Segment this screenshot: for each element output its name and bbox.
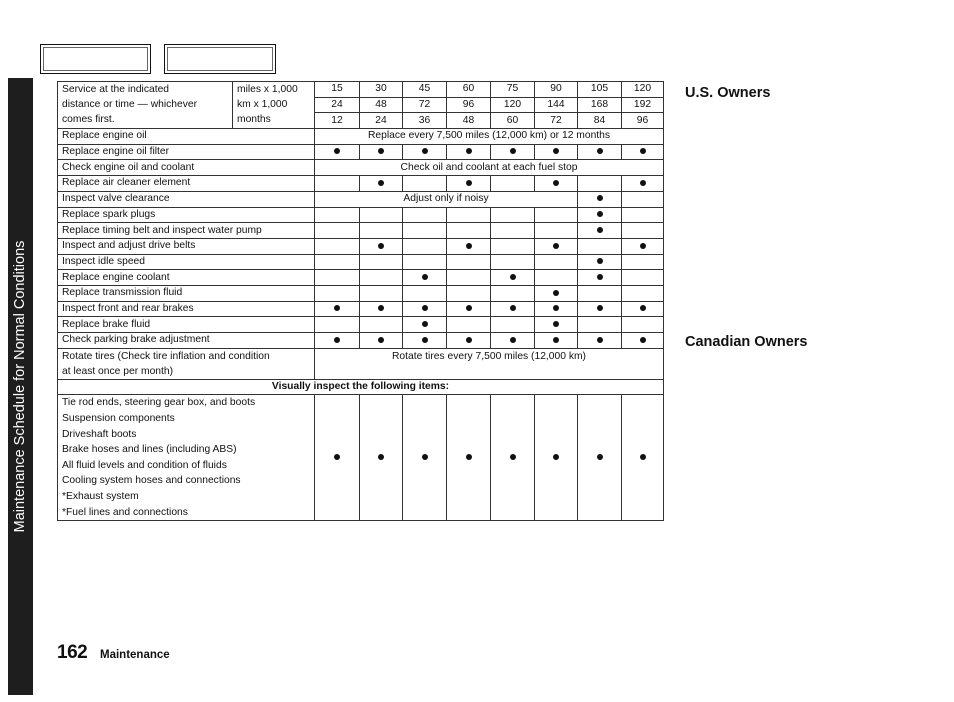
- interval-cell: [535, 317, 578, 333]
- rotate-tires-text: Rotate tires (Check tire inflation and condition: [62, 350, 270, 362]
- interval-cell: [360, 254, 403, 270]
- header-interval: 144: [535, 97, 578, 113]
- service-item: Check parking brake adjustment: [58, 333, 315, 349]
- visual-inspection-item: Brake hoses and lines (including ABS): [62, 444, 237, 456]
- service-dot: [378, 337, 384, 343]
- interval-cell: [447, 223, 491, 239]
- interval-cell: [491, 285, 535, 301]
- service-dot: [553, 305, 559, 311]
- header-interval: 60: [491, 113, 535, 129]
- visual-inspection-item: *Exhaust system: [62, 490, 139, 502]
- table-row: [58, 317, 664, 333]
- service-item: Replace transmission fluid: [58, 285, 315, 301]
- interval-cell: [622, 395, 664, 521]
- interval-cell: [622, 176, 664, 192]
- header-interval: 60: [447, 82, 491, 98]
- service-dot: [378, 148, 384, 154]
- service-dot: [334, 454, 340, 460]
- service-dot: [466, 148, 472, 154]
- page-section-title: Maintenance: [100, 649, 170, 661]
- service-dot: [597, 258, 603, 264]
- table-row: [58, 348, 664, 379]
- service-dot: [422, 274, 428, 280]
- interval-cell: [578, 270, 622, 286]
- interval-cell: [491, 254, 535, 270]
- table-row: [58, 379, 664, 395]
- header-interval: 84: [578, 113, 622, 129]
- interval-cell: [447, 333, 491, 349]
- interval-cell: [447, 238, 491, 254]
- service-dot: [640, 337, 646, 343]
- interval-cell: [535, 254, 578, 270]
- interval-cell: [360, 270, 403, 286]
- interval-cell: [578, 301, 622, 317]
- index-tab-box-left: [40, 44, 151, 74]
- interval-cell: [403, 317, 447, 333]
- interval-cell: [315, 301, 360, 317]
- service-dot: [422, 337, 428, 343]
- interval-cell: [578, 191, 622, 207]
- interval-cell: [491, 207, 535, 223]
- header-interval: 168: [578, 97, 622, 113]
- header-label: distance or time — whichever: [58, 97, 233, 113]
- service-note: Adjust only if noisy: [315, 191, 578, 207]
- service-dot: [640, 454, 646, 460]
- service-dot: [597, 227, 603, 233]
- header-interval: 105: [578, 82, 622, 98]
- service-item: Replace engine oil filter: [58, 144, 315, 160]
- interval-cell: [403, 207, 447, 223]
- table-row: [58, 207, 664, 223]
- header-interval: 120: [622, 82, 664, 98]
- us-owners-label: U.S. Owners: [685, 85, 771, 101]
- service-dot: [640, 305, 646, 311]
- interval-cell: [535, 395, 578, 521]
- sidebar-tab: [8, 78, 33, 695]
- header-interval: 72: [403, 97, 447, 113]
- service-dot: [597, 337, 603, 343]
- visual-inspection-heading: Visually inspect the following items:: [58, 379, 664, 395]
- service-dot: [510, 148, 516, 154]
- interval-cell: [491, 333, 535, 349]
- header-unit: km x 1,000: [233, 97, 315, 113]
- service-dot: [422, 454, 428, 460]
- header-interval: 45: [403, 82, 447, 98]
- interval-cell: [447, 285, 491, 301]
- visual-inspection-item: All fluid levels and condition of fluids: [62, 459, 227, 471]
- interval-cell: [491, 317, 535, 333]
- header-interval: 24: [315, 97, 360, 113]
- interval-cell: [622, 301, 664, 317]
- service-dot: [553, 148, 559, 154]
- page-number: 162: [57, 642, 88, 663]
- service-dot: [553, 337, 559, 343]
- header-interval: 24: [360, 113, 403, 129]
- table-header-row: [58, 82, 664, 98]
- interval-cell: [360, 395, 403, 521]
- service-item: Check engine oil and coolant: [58, 160, 315, 176]
- service-dot: [422, 148, 428, 154]
- service-dot: [640, 148, 646, 154]
- service-item: Inspect front and rear brakes: [58, 301, 315, 317]
- interval-cell: [578, 317, 622, 333]
- interval-cell: [360, 285, 403, 301]
- table-row: [58, 238, 664, 254]
- interval-cell: [315, 176, 360, 192]
- service-dot: [640, 180, 646, 186]
- service-dot: [597, 195, 603, 201]
- header-interval: 90: [535, 82, 578, 98]
- service-dot: [553, 243, 559, 249]
- service-item: Replace spark plugs: [58, 207, 315, 223]
- interval-cell: [578, 333, 622, 349]
- maintenance-schedule-table: [57, 81, 664, 521]
- service-dot: [466, 337, 472, 343]
- service-dot: [510, 305, 516, 311]
- table-row: [58, 395, 664, 521]
- table-row: [58, 129, 664, 145]
- interval-cell: [403, 285, 447, 301]
- service-dot: [334, 148, 340, 154]
- interval-cell: [403, 176, 447, 192]
- service-dot: [466, 243, 472, 249]
- interval-cell: [535, 301, 578, 317]
- table-header-row: [58, 97, 664, 113]
- table-row: [58, 160, 664, 176]
- interval-cell: [403, 223, 447, 239]
- interval-cell: [578, 144, 622, 160]
- table-row: [58, 223, 664, 239]
- interval-cell: [315, 238, 360, 254]
- service-item: Replace air cleaner element: [58, 176, 315, 192]
- table-row: [58, 144, 664, 160]
- table-row: [58, 285, 664, 301]
- service-dot: [334, 337, 340, 343]
- index-tab-box-right: [164, 44, 276, 74]
- interval-cell: [578, 207, 622, 223]
- interval-cell: [491, 144, 535, 160]
- service-dot: [510, 274, 516, 280]
- interval-cell: [622, 207, 664, 223]
- service-dot: [378, 180, 384, 186]
- table-row: [58, 191, 664, 207]
- header-unit: months: [233, 113, 315, 129]
- header-interval: 48: [447, 113, 491, 129]
- service-dot: [334, 305, 340, 311]
- interval-cell: [491, 223, 535, 239]
- interval-cell: [491, 238, 535, 254]
- header-interval: 30: [360, 82, 403, 98]
- service-item: Inspect and adjust drive belts: [58, 238, 315, 254]
- service-dot: [466, 305, 472, 311]
- service-dot: [553, 321, 559, 327]
- visual-inspection-item: Tie rod ends, steering gear box, and boots: [62, 397, 256, 409]
- interval-cell: [622, 333, 664, 349]
- interval-cell: [491, 395, 535, 521]
- interval-cell: [360, 144, 403, 160]
- interval-cell: [578, 395, 622, 521]
- interval-cell: [491, 270, 535, 286]
- interval-cell: [315, 395, 360, 521]
- table-row: [58, 254, 664, 270]
- rotate-tires-note: Rotate tires every 7,500 miles (12,000 km): [315, 348, 664, 379]
- interval-cell: [403, 238, 447, 254]
- interval-cell: [315, 144, 360, 160]
- header-interval: 12: [315, 113, 360, 129]
- rotate-tires-text: at least once per month): [62, 365, 174, 377]
- service-item: Inspect idle speed: [58, 254, 315, 270]
- service-dot: [553, 180, 559, 186]
- interval-cell: [447, 301, 491, 317]
- interval-cell: [447, 317, 491, 333]
- interval-cell: [622, 238, 664, 254]
- interval-cell: [535, 207, 578, 223]
- interval-cell: [315, 333, 360, 349]
- service-note: Check oil and coolant at each fuel stop: [315, 160, 664, 176]
- interval-cell: [535, 285, 578, 301]
- interval-cell: [535, 223, 578, 239]
- visual-inspection-items: [58, 395, 315, 521]
- interval-cell: [578, 176, 622, 192]
- header-label: comes first.: [58, 113, 233, 129]
- header-label: Service at the indicated: [58, 82, 233, 98]
- header-interval: 36: [403, 113, 447, 129]
- interval-cell: [578, 254, 622, 270]
- service-dot: [466, 180, 472, 186]
- interval-cell: [447, 176, 491, 192]
- service-item-rotate-tires: [58, 348, 315, 379]
- interval-cell: [403, 270, 447, 286]
- service-item: Replace engine oil: [58, 129, 315, 145]
- interval-cell: [447, 270, 491, 286]
- service-dot: [553, 290, 559, 296]
- interval-cell: [535, 176, 578, 192]
- interval-cell: [491, 176, 535, 192]
- interval-cell: [315, 285, 360, 301]
- service-dot: [597, 454, 603, 460]
- interval-cell: [622, 270, 664, 286]
- interval-cell: [622, 191, 664, 207]
- visual-inspection-item: Suspension components: [62, 412, 175, 424]
- service-dot: [510, 337, 516, 343]
- service-item: Inspect valve clearance: [58, 191, 315, 207]
- interval-cell: [447, 144, 491, 160]
- sidebar-title: Maintenance Schedule for Normal Conditions: [12, 240, 28, 533]
- service-dot: [422, 321, 428, 327]
- service-dot: [597, 148, 603, 154]
- service-dot: [378, 243, 384, 249]
- service-dot: [640, 243, 646, 249]
- table-row: [58, 301, 664, 317]
- visual-inspection-item: *Fuel lines and connections: [62, 506, 188, 518]
- interval-cell: [403, 301, 447, 317]
- interval-cell: [360, 317, 403, 333]
- interval-cell: [403, 333, 447, 349]
- interval-cell: [578, 238, 622, 254]
- interval-cell: [535, 333, 578, 349]
- interval-cell: [622, 254, 664, 270]
- interval-cell: [491, 301, 535, 317]
- header-interval: 96: [622, 113, 664, 129]
- header-interval: 192: [622, 97, 664, 113]
- interval-cell: [403, 395, 447, 521]
- service-dot: [597, 211, 603, 217]
- interval-cell: [403, 144, 447, 160]
- interval-cell: [535, 144, 578, 160]
- interval-cell: [315, 254, 360, 270]
- header-interval: 72: [535, 113, 578, 129]
- interval-cell: [360, 238, 403, 254]
- interval-cell: [622, 317, 664, 333]
- interval-cell: [315, 317, 360, 333]
- header-interval: 48: [360, 97, 403, 113]
- interval-cell: [403, 254, 447, 270]
- service-item: Replace brake fluid: [58, 317, 315, 333]
- service-dot: [553, 454, 559, 460]
- interval-cell: [447, 254, 491, 270]
- interval-cell: [535, 270, 578, 286]
- table-header-row: [58, 113, 664, 129]
- interval-cell: [360, 333, 403, 349]
- header-unit: miles x 1,000: [233, 82, 315, 98]
- interval-cell: [360, 301, 403, 317]
- interval-cell: [315, 223, 360, 239]
- interval-cell: [535, 238, 578, 254]
- table-row: [58, 333, 664, 349]
- service-dot: [597, 305, 603, 311]
- interval-cell: [447, 395, 491, 521]
- visual-inspection-item: Driveshaft boots: [62, 428, 137, 440]
- interval-cell: [360, 176, 403, 192]
- service-item: Replace timing belt and inspect water pump: [58, 223, 315, 239]
- interval-cell: [622, 223, 664, 239]
- interval-cell: [447, 207, 491, 223]
- service-dot: [597, 274, 603, 280]
- header-interval: 75: [491, 82, 535, 98]
- service-dot: [466, 454, 472, 460]
- interval-cell: [360, 223, 403, 239]
- service-dot: [378, 454, 384, 460]
- canadian-owners-label: Canadian Owners: [685, 334, 808, 350]
- header-interval: 96: [447, 97, 491, 113]
- interval-cell: [315, 270, 360, 286]
- interval-cell: [315, 207, 360, 223]
- service-dot: [378, 305, 384, 311]
- interval-cell: [622, 285, 664, 301]
- service-dot: [510, 454, 516, 460]
- header-interval: 120: [491, 97, 535, 113]
- visual-inspection-item: Cooling system hoses and connections: [62, 475, 241, 487]
- service-dot: [422, 305, 428, 311]
- service-item: Replace engine coolant: [58, 270, 315, 286]
- table-row: [58, 270, 664, 286]
- interval-cell: [360, 207, 403, 223]
- interval-cell: [578, 223, 622, 239]
- interval-cell: [622, 144, 664, 160]
- interval-cell: [578, 285, 622, 301]
- service-note: Replace every 7,500 miles (12,000 km) or 12 months: [315, 129, 664, 145]
- header-interval: 15: [315, 82, 360, 98]
- table-row: [58, 176, 664, 192]
